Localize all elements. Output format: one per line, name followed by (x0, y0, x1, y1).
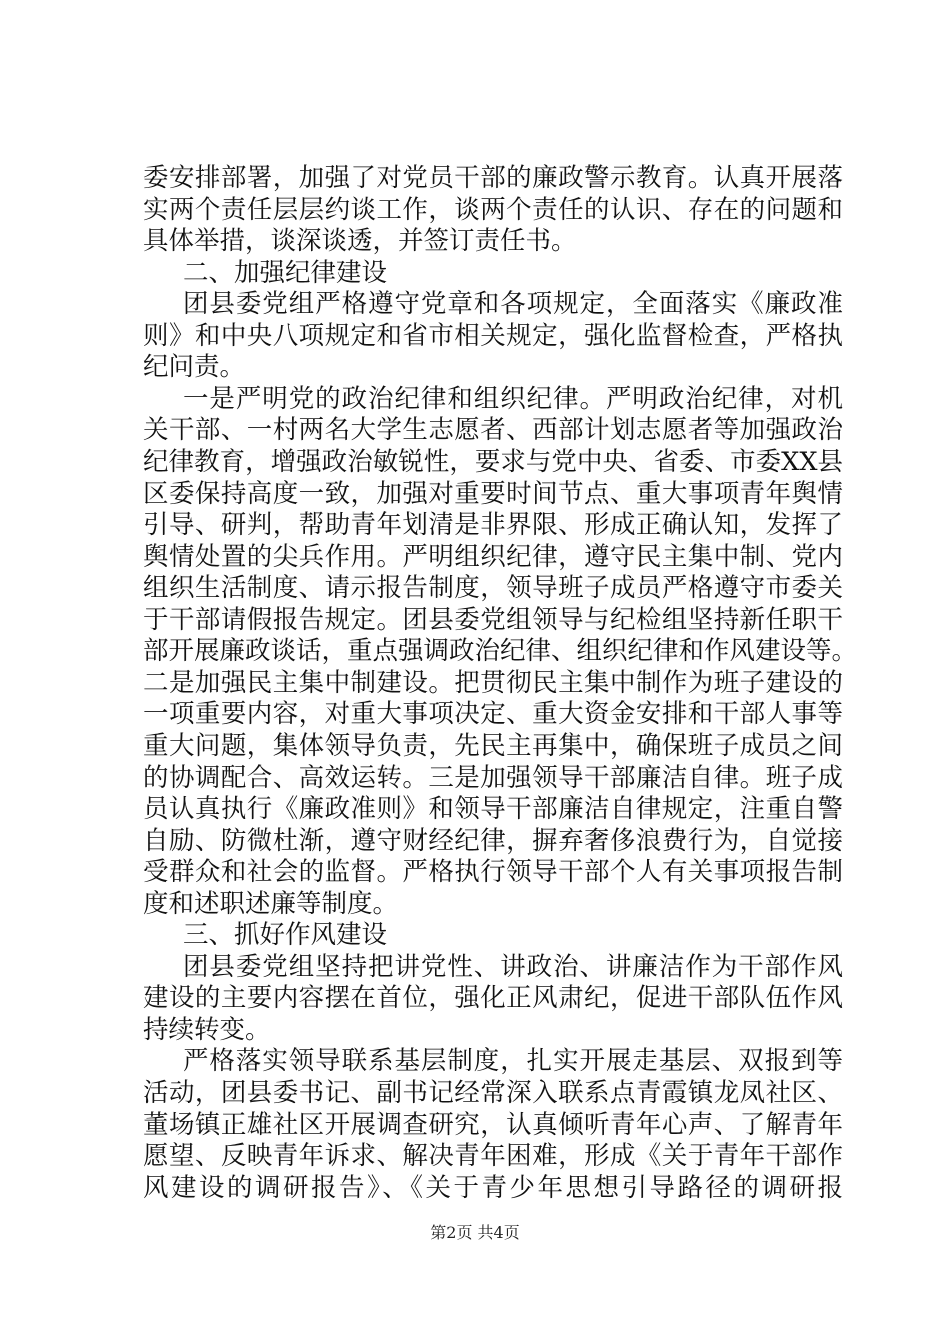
text-line: 严格落实领导联系基层制度，扎实开展走基层、双报到等 (183, 1046, 843, 1077)
text-line: 纪律教育，增强政治敏锐性，要求与党中央、省委、市委XX县 (143, 446, 843, 477)
text-line: 舆情处置的尖兵作用。严明组织纪律，遵守民主集中制、党内 (143, 541, 843, 572)
text-line: 组织生活制度、请示报告制度，领导班子成员严格遵守市委关 (143, 573, 843, 604)
text-line: 纪问责。 (143, 352, 246, 383)
text-line: 持续转变。 (143, 1014, 271, 1045)
section-heading: 三、抓好作风建设 (183, 920, 388, 951)
text-line: 度和述职述廉等制度。 (143, 888, 399, 919)
text-line: 引导、研判，帮助青年划清是非界限、形成正确认知，发挥了 (143, 510, 843, 541)
text-line: 重大问题，集体领导负责，先民主再集中，确保班子成员之间 (143, 730, 843, 761)
text-line: 团县委党组严格遵守党章和各项规定，全面落实《廉政准 (183, 289, 843, 320)
text-line: 建设的主要内容摆在首位，强化正风肃纪，促进干部队伍作风 (143, 983, 843, 1014)
text-line: 的协调配合、高效运转。三是加强领导干部廉洁自律。班子成 (143, 762, 843, 793)
section-heading: 二、加强纪律建设 (183, 257, 388, 288)
text-line: 活动，团县委书记、副书记经常深入联系点青霞镇龙凤社区、 (143, 1078, 843, 1108)
page-footer: 第2页 共4页 (430, 1223, 520, 1242)
text-line: 自励、防微杜渐，遵守财经纪律，摒弃奢侈浪费行为，自觉接 (143, 825, 843, 856)
text-line: 员认真执行《廉政准则》和领导干部廉洁自律规定，注重自警 (143, 794, 843, 824)
text-line: 则》和中央八项规定和省市相关规定，强化监督检查，严格执 (143, 320, 843, 351)
text-line: 董场镇正雄社区开展调查研究，认真倾听青年心声、了解青年 (143, 1109, 843, 1140)
text-line: 受群众和社会的监督。严格执行领导干部个人有关事项报告制 (143, 857, 843, 888)
text-line: 于干部请假报告规定。团县委党组领导与纪检组坚持新任职干 (143, 604, 843, 635)
text-line: 实两个责任层层约谈工作，谈两个责任的认识、存在的问题和 (143, 194, 843, 225)
text-line: 一项重要内容，对重大事项决定、重大资金安排和干部人事等 (143, 699, 843, 730)
text-line: 一是严明党的政治纪律和组织纪律。严明政治纪律，对机 (183, 383, 843, 414)
text-line: 部开展廉政谈话，重点强调政治纪律、组织纪律和作风建设等。 (143, 636, 858, 667)
text-line: 团县委党组坚持把讲党性、讲政治、讲廉洁作为干部作风 (183, 951, 843, 982)
text-line: 风建设的调研报告》、《关于青少年思想引导路径的调研报 (143, 1172, 843, 1203)
text-line: 关干部、一村两名大学生志愿者、西部计划志愿者等加强政治 (143, 415, 843, 446)
text-line: 二是加强民主集中制建设。把贯彻民主集中制作为班子建设的 (143, 667, 843, 698)
text-line: 区委保持高度一致，加强对重要时间节点、重大事项青年舆情 (143, 478, 843, 509)
text-line: 具体举措，谈深谈透，并签订责任书。 (143, 226, 577, 257)
text-line: 愿望、反映青年诉求、解决青年困难，形成《关于青年干部作 (143, 1141, 843, 1172)
text-line: 委安排部署，加强了对党员干部的廉政警示教育。认真开展落 (143, 163, 843, 193)
